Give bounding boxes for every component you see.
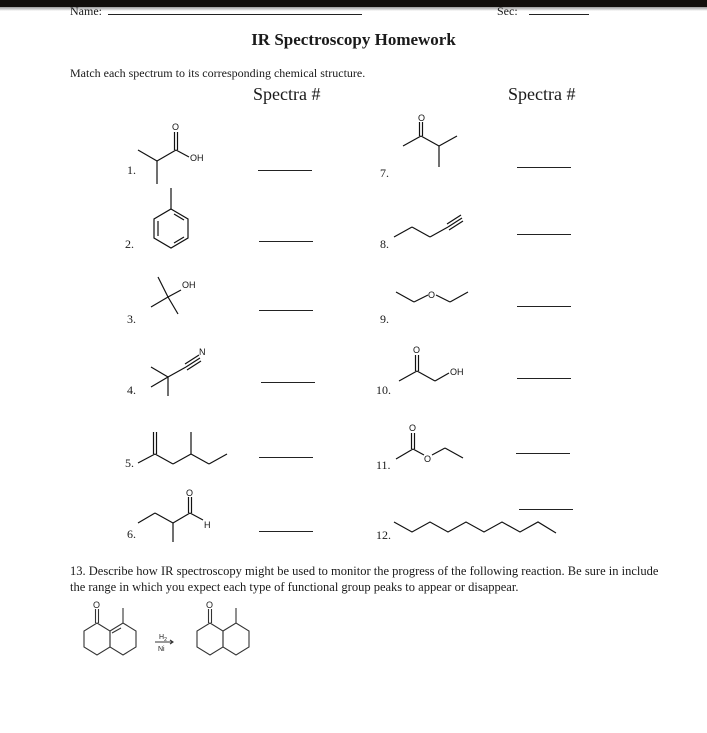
question-number-11: 11. [376,458,391,472]
structure-4-pivalonitrile [148,344,218,399]
structure-1-isobutyric-acid [135,118,215,188]
oxygen-label: O [428,290,436,300]
reactant-enone [84,600,136,655]
structure-2-toluene [150,188,200,258]
question-number-5: 5. [125,456,134,470]
oxygen-label: O [413,345,421,355]
question-number-12: 12. [376,528,391,542]
structure-10-hydroxyacetone [396,343,476,383]
right-column-heading: Spectra # [508,84,576,104]
product-ketone [197,600,249,655]
answer-blank-5[interactable] [259,457,313,458]
structure-11-ethyl-acetate [393,418,473,463]
answer-blank-12[interactable] [519,509,573,510]
ester-oxygen-label: O [424,454,432,464]
answer-blank-1[interactable] [258,170,312,171]
reaction-scheme [60,600,260,670]
answer-blank-11[interactable] [516,453,570,454]
answer-blank-4[interactable] [261,382,315,383]
reagent-ni: Ni [158,646,165,653]
question-number-3: 3. [127,312,136,326]
name-label: Name: [70,4,102,18]
question-number-7: 7. [380,166,389,180]
answer-blank-6[interactable] [259,531,313,532]
reactant-oxygen-label: O [93,600,101,610]
name-field[interactable] [108,14,362,15]
oxygen-label: O [418,113,426,123]
hydroxyl-label: OH [182,280,196,290]
question-number-10: 10. [376,383,391,397]
structure-3-tert-butanol [148,274,208,319]
page-title: IR Spectroscopy Homework [251,30,456,49]
question-number-9: 9. [380,312,389,326]
question-13-text: 13. Describe how IR spectroscopy might be used to monitor the progress of the following reaction. Be sure in include the range in which you expect each type of functional group peaks to appear or disappear. [70,564,659,594]
answer-blank-10[interactable] [517,378,571,379]
sec-label: Sec: [497,4,518,18]
question-number-2: 2. [125,237,134,251]
instructions: Match each spectrum to its corresponding chemical structure. [70,66,366,80]
question-number-6: 6. [127,527,136,541]
top-border-shadow [0,7,707,11]
carbonyl-oxygen-label: O [409,423,417,433]
nitrogen-label: N [199,347,206,357]
question-number-4: 4. [127,383,136,397]
question-number-1: 1. [127,163,136,177]
reagent-h2: $H_2$ [159,634,167,643]
structure-8-pentyne [390,210,470,245]
reaction-arrow [155,634,173,653]
top-border [0,0,707,7]
answer-blank-3[interactable] [259,310,313,311]
product-oxygen-label: O [206,600,214,610]
hydroxyl-label: OH [190,153,204,163]
oxygen-label: O [172,122,180,132]
structure-7-ketone [400,115,470,180]
answer-blank-9[interactable] [517,306,571,307]
structure-5-alkene [135,428,235,468]
sec-field[interactable] [529,14,589,15]
structure-12-decane [390,515,560,540]
hydroxyl-label: OH [450,367,464,377]
structure-6-aldehyde [135,487,225,542]
structure-9-diethyl-ether [393,287,473,312]
answer-blank-8[interactable] [517,234,571,235]
question-number-8: 8. [380,237,389,251]
answer-blank-7[interactable] [517,167,571,168]
oxygen-label: O [186,488,194,498]
answer-blank-2[interactable] [259,241,313,242]
hydrogen-label: H [204,520,211,530]
left-column-heading: Spectra # [253,84,321,104]
